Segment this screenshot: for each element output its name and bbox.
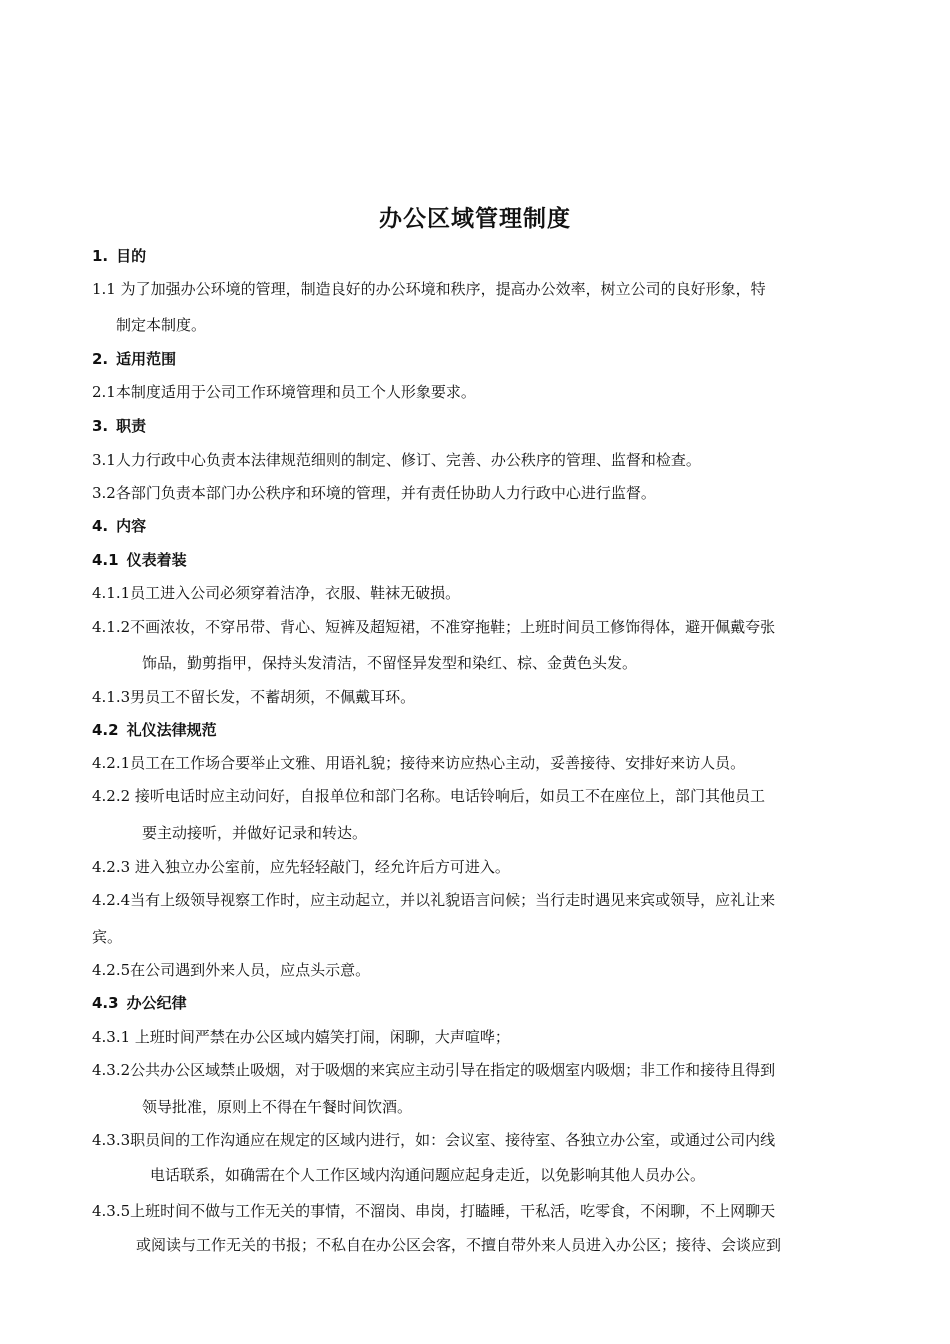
- paragraph-line: 4.1.3男员工不留长发，不蓄胡须，不佩戴耳环。: [92, 688, 416, 706]
- paragraph-line: 4.3.3职员间的工作沟通应在规定的区域内进行，如：会议室、接待室、各独立办公室，或通过公司内线: [92, 1131, 776, 1149]
- paragraph-line: 4.1.1员工进入公司必须穿着洁净，衣服、鞋袜无破损。: [92, 584, 461, 602]
- paragraph-line: 电话联系，如确需在个人工作区域内沟通问题应起身走近，以免影响其他人员办公。: [150, 1166, 706, 1184]
- section-heading: 2. 适用范围: [92, 350, 177, 368]
- paragraph-line: 4.2.3 进入独立办公室前，应先轻轻敲门，经允许后方可进入。: [92, 858, 510, 876]
- subsection-heading: 4.1 仪表着装: [92, 551, 187, 569]
- subsection-heading: 4.2 礼仪法律规范: [92, 721, 217, 739]
- paragraph-line: 要主动接听，并做好记录和转达。: [142, 824, 368, 842]
- paragraph-line: 或阅读与工作无关的书报；不私自在办公区会客，不擅自带外来人员进入办公区；接待、会谈应到: [136, 1236, 782, 1254]
- paragraph-line: 3.1人力行政中心负责本法律规范细则的制定、修订、完善、办公秩序的管理、监督和检查。: [92, 451, 701, 469]
- paragraph-line: 4.3.1 上班时间严禁在办公区域内嬉笑打闹，闲聊，大声喧哗；: [92, 1028, 510, 1046]
- paragraph-line: 4.3.2公共办公区域禁止吸烟，对于吸烟的来宾应主动引导在指定的吸烟室内吸烟；非工作和接待且得到: [92, 1061, 776, 1079]
- paragraph-line: 4.2.1员工在工作场合要举止文雅、用语礼貌；接待来访应热心主动，妥善接待、安排好来访人员。: [92, 754, 746, 772]
- paragraph-line: 宾。: [92, 928, 123, 946]
- subsection-heading: 4.3 办公纪律: [92, 994, 187, 1012]
- paragraph-line: 4.3.5上班时间不做与工作无关的事情，不溜岗、串岗，打瞌睡，干私活，吃零食，不闲聊，不上网聊天: [92, 1202, 776, 1220]
- section-heading: 3. 职责: [92, 417, 147, 435]
- paragraph-line: 4.2.5在公司遇到外来人员，应点头示意。: [92, 961, 371, 979]
- paragraph-line: 2.1本制度适用于公司工作环境管理和员工个人形象要求。: [92, 383, 476, 401]
- paragraph-line: 制定本制度。: [116, 316, 207, 334]
- document-title: 办公区域管理制度: [379, 206, 571, 232]
- paragraph-line: 领导批准，原则上不得在午餐时间饮酒。: [142, 1098, 413, 1116]
- section-heading: 1. 目的: [92, 247, 147, 265]
- paragraph-line: 饰品，勤剪指甲，保持头发清洁，不留怪异发型和染红、棕、金黄色头发。: [142, 654, 638, 672]
- paragraph-line: 1.1 为了加强办公环境的管理，制造良好的办公环境和秩序，提高办公效率，树立公司的良好形象，特: [92, 280, 766, 298]
- paragraph-line: 3.2各部门负责本部门办公秩序和环境的管理，并有责任协助人力行政中心进行监督。: [92, 484, 656, 502]
- paragraph-line: 4.2.4当有上级领导视察工作时，应主动起立，并以礼貌语言问候；当行走时遇见来宾或领导，应礼让来: [92, 891, 776, 909]
- paragraph-line: 4.1.2不画浓妆，不穿吊带、背心、短裤及超短裙，不准穿拖鞋；上班时间员工修饰得体，避开佩戴夸张: [92, 618, 776, 636]
- section-heading: 4. 内容: [92, 517, 147, 535]
- paragraph-line: 4.2.2 接听电话时应主动问好，自报单位和部门名称。电话铃响后，如员工不在座位上，部门其他员工: [92, 787, 765, 805]
